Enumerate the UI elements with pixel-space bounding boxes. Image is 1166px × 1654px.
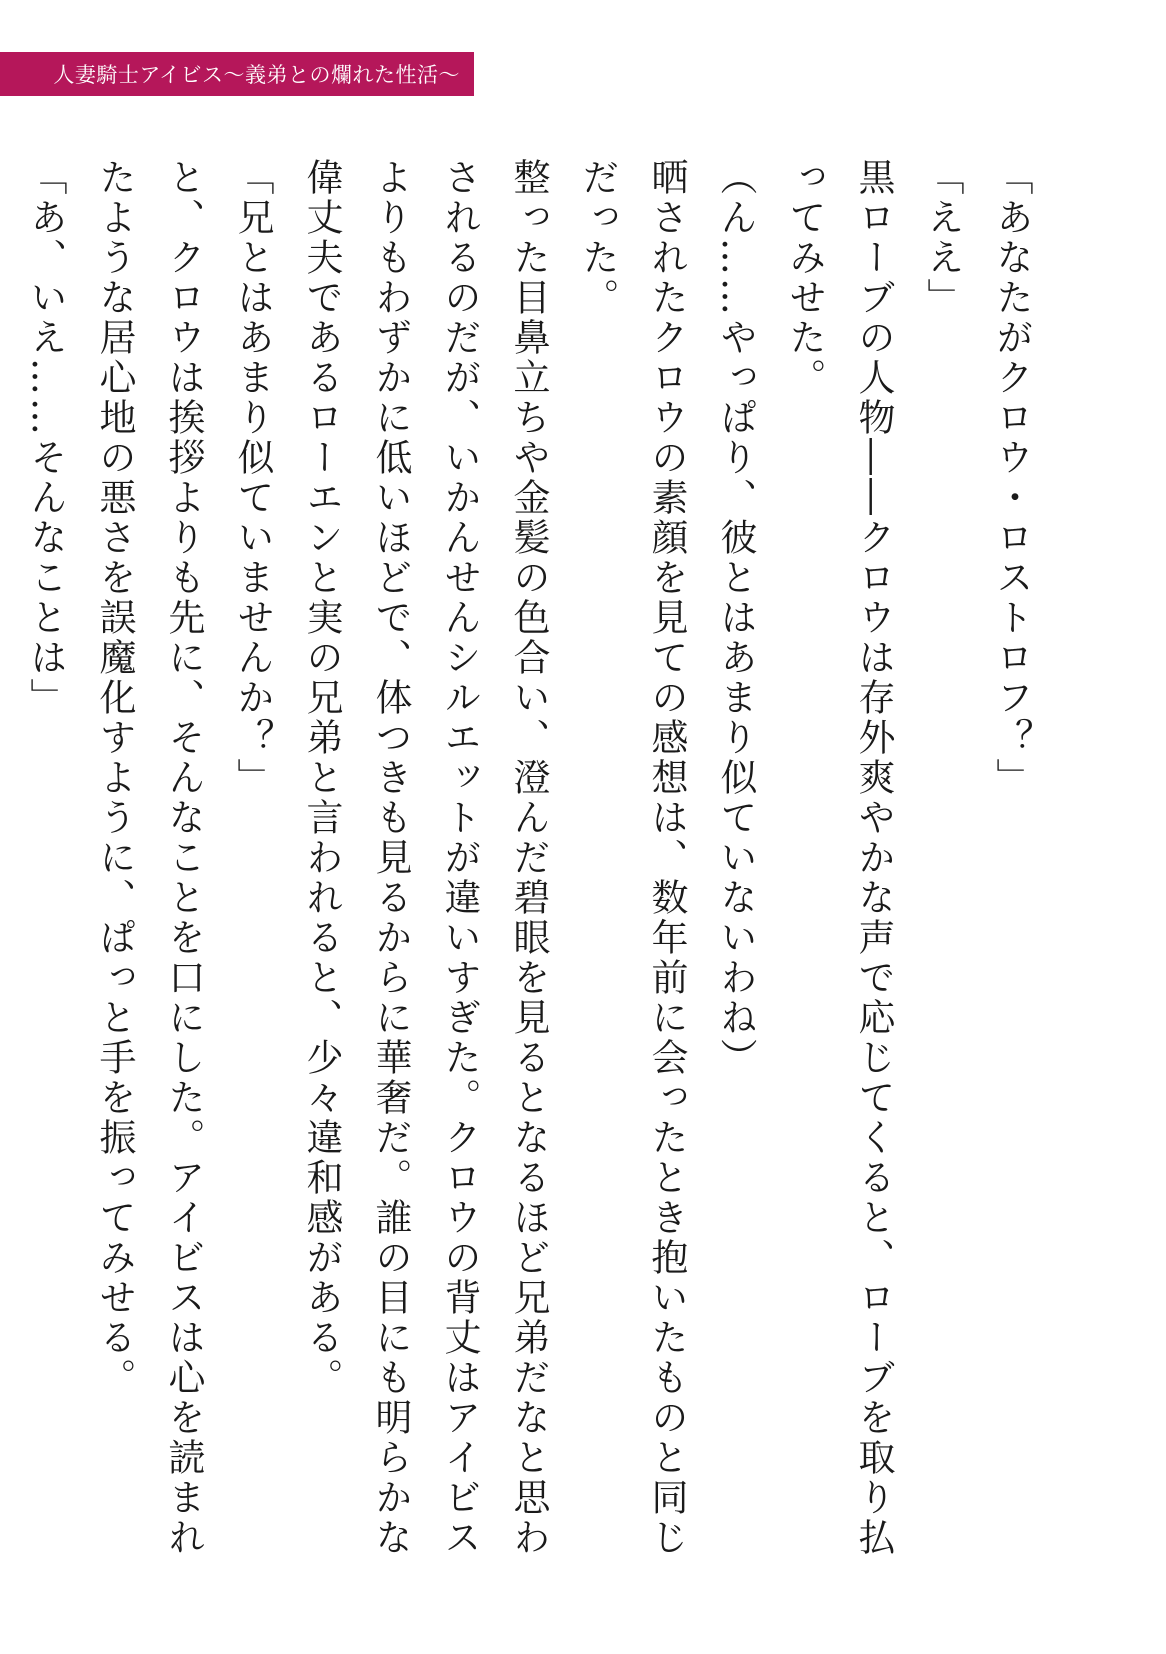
running-header-title: 人妻騎士アイビス〜義弟との爛れた性活〜 [53,63,460,87]
paragraph: と、クロウは挨拶よりも先に、そんなことを口にした。アイビスは心を読まれたような居心地の悪さを誤魔化すように、ぱっと手を振ってみせる。 [93,158,205,1558]
paragraph: 晒されたクロウの素顔を見ての感想は、数年前に会ったとき抱いたものと同じだった。 [576,158,688,1558]
paragraph: 「兄とはあまり似ていませんか？」 [231,158,274,798]
body-text [24,158,1046,1578]
header-band [0,52,474,96]
paragraph: （ん……やっぱり、彼とはあまり似ていないわね） [714,158,757,1078]
paragraph: 「ええ」 [921,158,964,318]
paragraph: 「あなたがクロウ・ロストロフ？」 [990,158,1033,798]
paragraph: 黒ローブの人物――クロウは存外爽やかな声で応じてくると、ローブを取り払ってみせた。 [783,158,895,1558]
paragraph: 「あ、いえ……そんなことは」 [24,158,67,718]
paragraph: 整った目鼻立ちや金髪の色合い、澄んだ碧眼を見るとなるほど兄弟だなと思わされるのだが、いかんせんシルエットが違いすぎた。クロウの背丈はアイビスよりもわずかに低いほどで、体つきも見るからに華奢だ。誰の目にも明らかな偉丈夫であるローエンと実の兄弟と言われると、少々違和感がある。 [300,158,550,1558]
